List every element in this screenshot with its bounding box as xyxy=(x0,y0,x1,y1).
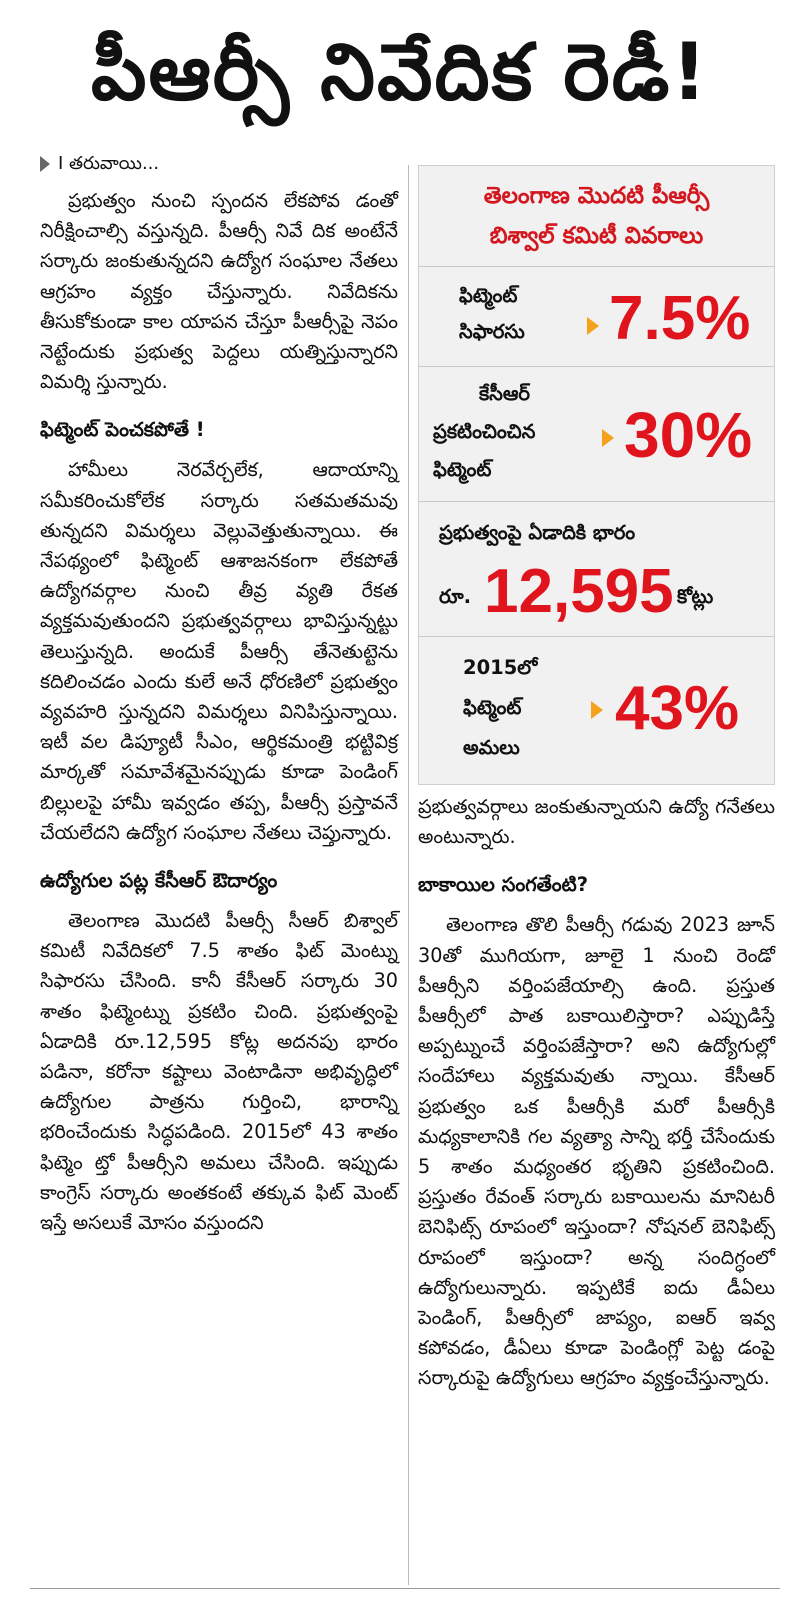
title-line: తెలంగాణ మొదటి పీఆర్సీ xyxy=(483,183,710,209)
headline: పీఆర్సీ నివేదిక రెడీ! xyxy=(91,28,709,118)
paragraph: హామీలు నెరవేర్చలేక, ఆదాయాన్ని సమీకరించుకోలేక సర్కారు సతమతమవు తున్నదని విమర్శలు వెల్లువెత్తుతున్నాయి. ఈ నేపథ్యంలో ఫిట్మెంట్ ఆశాజనకంగా లేకపోతే ఉద్యోగవర్గాల నుంచి తీవ్ర వ్యతి రేకత వ్యక్తమవుతుందని ప్రభుత్వవర్గాలు భావిస్తున్నట్టు తెలుస్తున్నది. అందుకే పీఆర్సీ తేనెతుట్టెను కదిలించడం ఎందు కులే అనే ధోరణిలో ప్రభుత్వం వ్యవహరి స్తున్నదని విమర్శలు వినిపిస్తున్నాయి. ఇటీ వల డిప్యూటీ సీఎం, ఆర్థికమంత్రి భట్టివిక్ర మార్కతో సమావేశమైనప్పుడు కూడా పెండింగ్ బిల్లులపై హామీ ఇవ్వడం తప్ప, పీఆర్సీ ప్రస్తావనే చేయలేదని ఉద్యోగ సంఘాల నేతలు చెప్తున్నారు. xyxy=(40,458,398,844)
fitment-2015-row xyxy=(419,636,774,786)
row-label: ఫిట్మెంట్ xyxy=(433,458,492,481)
continuation-label xyxy=(40,150,398,178)
row-label: 2015లో xyxy=(463,656,538,679)
kcr-fitment-row xyxy=(419,366,774,501)
paragraph: తెలంగాణ తొలి పీఆర్సీ గడువు 2023 జూన్ 30తో ముగియగా, జూలై 1 నుంచి రెండో పీఆర్సీని వర్తింపజేయాల్సి ఉంది. ప్రస్తుత పీఆర్సీలో పాత బకాయిలిస్తారా? ఎప్పుడిస్తే అప్పట్నుంచే వర్తింపజేస్తారా? అని ఉద్యోగుల్లో సందేహాలు వ్యక్తమవుతు న్నాయి. కేసీఆర్ ప్రభుత్వం ఒక పీఆర్సీకి మరో పీఆర్సీకి మధ్యకాలానికి గల వ్యత్యా సాన్ని భర్తీ చేసేందుకు 5 శాతం మధ్యంతర భృతిని ప్రకటించింది. ప్రస్తుతం రేవంత్ సర్కారు బకాయిలను మానిటరీ బెనిఫిట్స్ రూపంలో ఇస్తుందా? నోషనల్ బెనిఫిట్స్ రూపంలో ఇస్తుందా? అన్న సందిగ్ధంలో ఉద్యోగులున్నారు. ఇప్పటికే ఐదు డీఏలు పెండింగ్, పీఆర్సీలో జాప్యం, ఐఆర్ ఇవ్వ కపోవడం, డీఏలు కూడా పెండింగ్లో పెట్ట డంపై సర్కారుపై ఉద్యోగులు ఆగ్రహం వ్యక్తంచేస్తున్నారు. xyxy=(418,913,775,1390)
continuation-text: I తరువాయి... xyxy=(58,153,160,174)
arrow-icon xyxy=(602,429,614,447)
subheading: బాకాయిల సంగతేంటి? xyxy=(418,873,589,897)
right-column xyxy=(418,792,775,1592)
info-box xyxy=(418,165,775,785)
arrow-icon xyxy=(587,317,599,335)
row-label: ప్రభుత్వంపై ఏడాదికి భారం xyxy=(439,521,636,544)
paragraph: ప్రభుత్వవర్గాలు జంకుతున్నాయని ఉద్యో గనేతలు అంటున్నారు. xyxy=(418,795,775,849)
paragraph: తెలంగాణ మొదటి పీఆర్సీ సీఆర్ బిశ్వాల్ కమిటీ నివేదికలో 7.5 శాతం ఫిట్ మెంట్ను సిఫారసు చేసింది. కానీ కేసీఆర్ సర్కారు 30 శాతం ఫిట్మెంట్ను ప్రకటిం చింది. ప్రభుత్వంపై ఏడాదికి రూ.12,595 కోట్ల అదనపు భారం పడినా, కరోనా కష్టాలు వెంటాడినా అభివృద్ధిలో ఉద్యోగుల పాత్రను గుర్తించి, భారాన్ని భరించేందుకు సిద్ధపడింది. 2015లో 43 శాతం ఫిట్మెం ట్తో పీఆర్సీని అమలు చేసింది. ఇప్పుడు కాంగ్రెస్ సర్కారు అంతకంటే తక్కువ ఫిట్ మెంట్ ఇస్తే అసలుకే మోసం వస్తుందని xyxy=(40,909,398,1235)
title-line: బిశ్వాల్ కమిటీ వివరాలు xyxy=(489,223,704,249)
row-label: కేసీఆర్ xyxy=(479,382,530,405)
chevron-right-icon xyxy=(40,156,50,172)
bottom-rule xyxy=(30,1588,780,1589)
row-value: 7.5% xyxy=(609,284,751,353)
annual-burden-row xyxy=(419,501,774,636)
fitment-recommendation-row xyxy=(419,266,774,366)
subheading: ఉద్యోగుల పట్ల కేసీఆర్ ఔదార్యం xyxy=(40,869,278,893)
row-label: సిఫారసు xyxy=(459,320,525,343)
info-box-title xyxy=(419,166,774,266)
row-label: ప్రకటించించిన xyxy=(433,420,536,443)
subheading: ఫిట్మెంట్ పెంచకపోతే ! xyxy=(40,418,205,442)
left-column xyxy=(40,150,398,1590)
row-label: అమలు xyxy=(463,736,520,759)
column-divider xyxy=(408,165,409,1585)
row-value: 43% xyxy=(615,674,740,743)
paragraph: ప్రభుత్వం నుంచి స్పందన లేకపోవ డంతో నిరీక్షించాల్సి వస్తున్నది. పీఆర్సీ నివే దిక అంటేనే సర్కారు జంకుతున్నదని ఉద్యోగ సంఘాల నేతలు ఆగ్రహం వ్యక్తం చేస్తున్నారు. నివేదికను తీసుకోకుండా కాల యాపన చేస్తూ పీఆర్సీపై నెపం నెట్టేందుకు ప్రభుత్వ పెద్దలు యత్నిస్తున్నారని విమర్శి స్తున్నారు. xyxy=(40,189,398,394)
currency-label: రూ. xyxy=(439,585,471,608)
arrow-icon xyxy=(591,701,603,719)
row-value: 12,595 xyxy=(484,557,674,626)
row-label: ఫిట్మెంట్ xyxy=(463,696,522,719)
row-value: 30% xyxy=(624,399,753,471)
row-label: ఫిట్మెంట్ xyxy=(459,284,518,307)
unit-label: కోట్లు xyxy=(677,585,714,608)
